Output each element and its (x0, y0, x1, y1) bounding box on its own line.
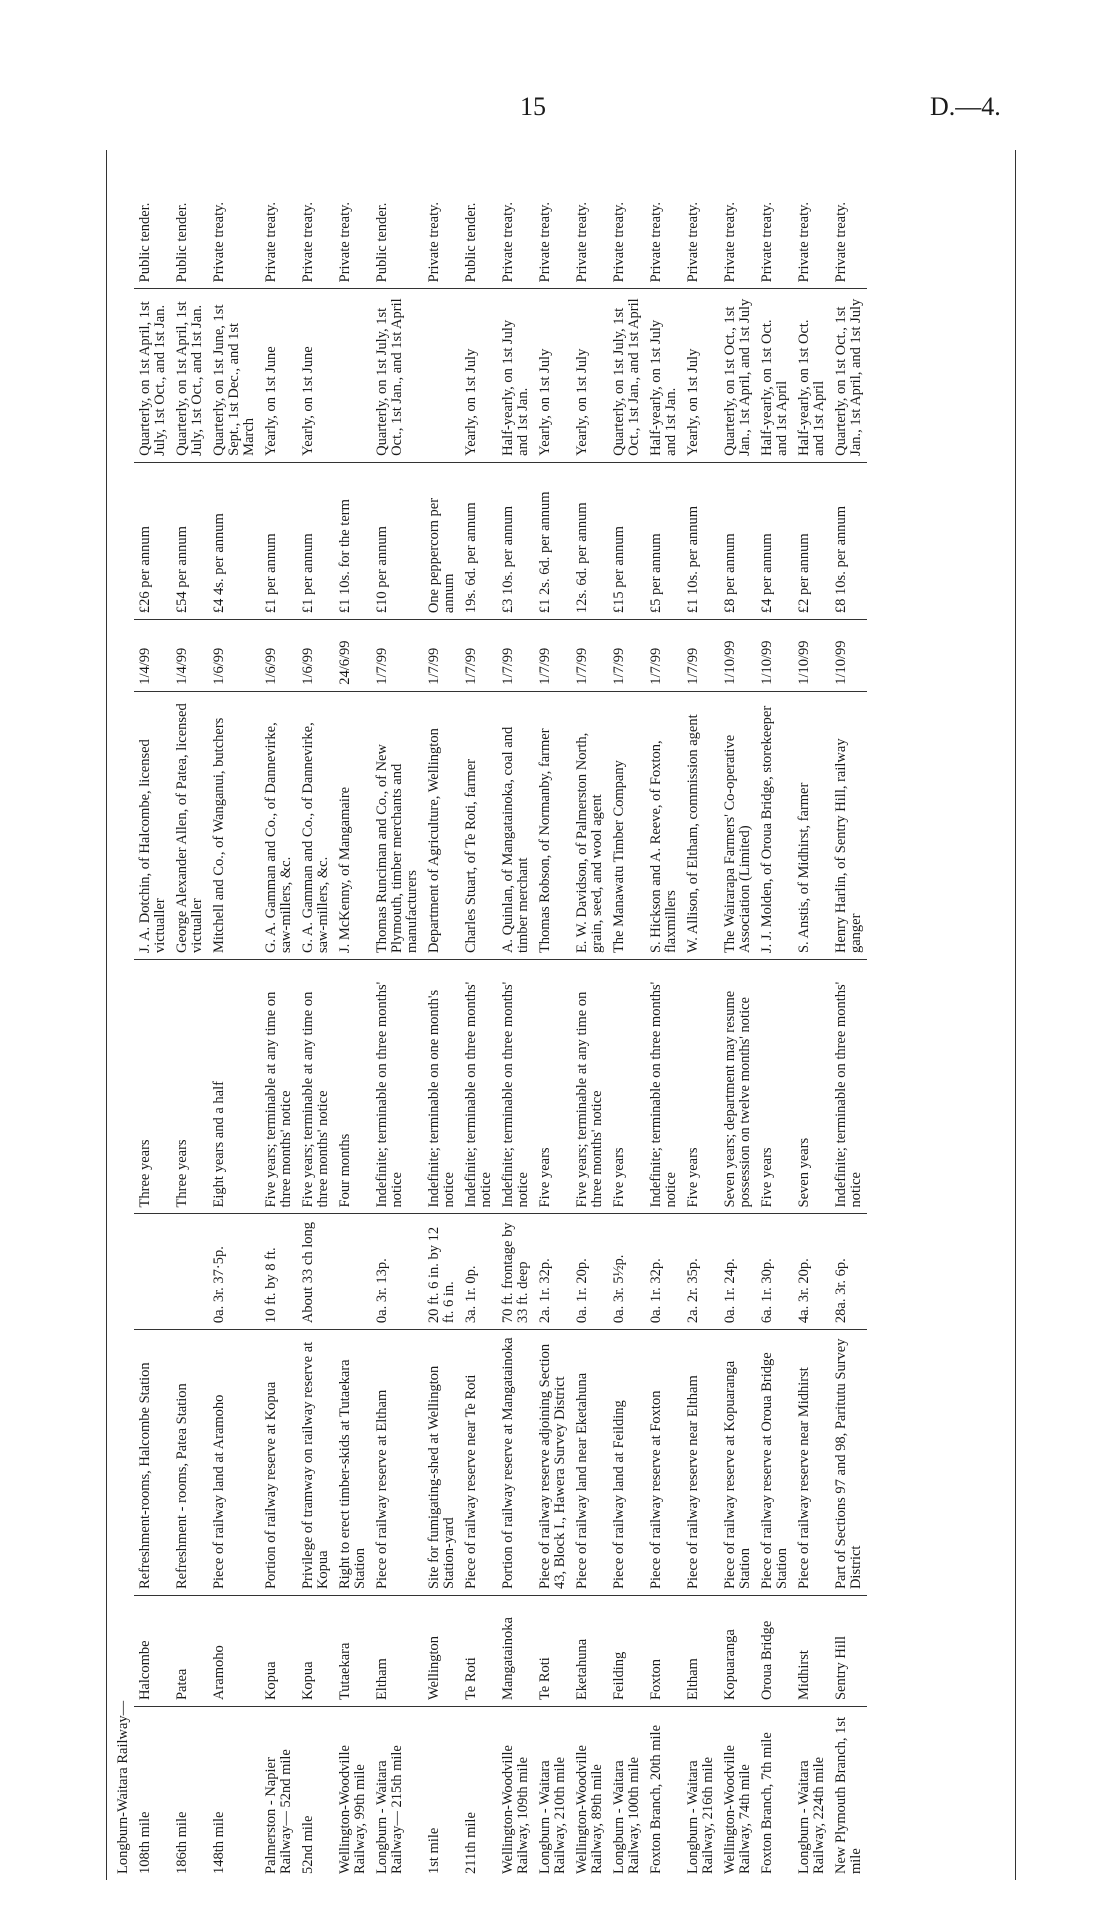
cell-area: 28a. 3r. 6p. (830, 1214, 867, 1330)
cell-date: 1/7/99 (371, 620, 423, 692)
table-top-rule (106, 150, 107, 1880)
cell-payable: Quarterly, on 1st April, 1st July, 1st Oct., and 1st Jan. (171, 289, 208, 462)
cell-area: 20 ft. 6 in. by 12 ft. 6 in. (423, 1214, 460, 1330)
cell-station: Wellington (423, 1596, 460, 1707)
cell-how-let: Private treaty. (426, 201, 442, 283)
cell-location: Wellington-Woodville Railway, 89th mile (571, 1707, 608, 1880)
cell-how-let: Private treaty. (211, 201, 227, 283)
table-row (534, 150, 571, 1880)
cell-date: 1/10/99 (719, 620, 756, 692)
cell-area: 3a. 1r. 0p. (460, 1214, 497, 1330)
cell-area: 0a. 3r. 37·5p. (208, 1214, 260, 1330)
cell-lessee: E. W. Davidson, of Palmerston North, grain, seed, and wool agent (571, 691, 608, 959)
cell-term: Five years (534, 960, 571, 1214)
cell-how-let: Private treaty. (722, 201, 738, 283)
cell-term: Indefinite; terminable on three months' notice (645, 960, 682, 1214)
cell-location: Foxton Branch, 20th mile (645, 1707, 682, 1880)
cell-location: Wellington-Woodville Railway, 74th mile (719, 1707, 756, 1880)
cell-description: Refreshment-rooms, Halcombe Station (134, 1330, 171, 1596)
cell-date: 1/7/99 (423, 620, 460, 692)
table-row (260, 150, 297, 1880)
cell-date: 1/10/99 (793, 620, 830, 692)
table-row (682, 150, 719, 1880)
cell-how-let: Private treaty. (611, 201, 627, 283)
group-row (110, 150, 134, 1880)
cell-area: 0a. 1r. 20p. (571, 1214, 608, 1330)
cell-date: 1/7/99 (460, 620, 497, 692)
cell-location: Longburn - Waitara Railway, 216th mile (682, 1707, 719, 1880)
cell-station: Te Roti (460, 1596, 497, 1707)
group-label: Longburn-Waitara Railway— (115, 1700, 131, 1874)
cell-station: Kopua (260, 1596, 297, 1707)
cell-description: Piece of railway reserve at Foxton (645, 1330, 682, 1596)
table-row (460, 150, 497, 1880)
cell-description: Piece of railway land at Feilding (608, 1330, 645, 1596)
cell-lessee: Henry Harlin, of Sentry Hill, railway ganger (830, 691, 867, 959)
table-row (371, 150, 423, 1880)
cell-how-let: Private treaty. (833, 201, 849, 283)
cell-lessee: George Alexander Allen, of Patea, licensed victualler (171, 691, 208, 959)
cell-description: Piece of railway reserve at Oroua Bridge Station (756, 1330, 793, 1596)
cell-rent: 12s. 6d. per annum (571, 462, 608, 619)
cell-lessee: S. Hickson and A. Reeve, of Foxton, flaxmillers (645, 691, 682, 959)
cell-term: Five years; terminable at any time on three months' notice (260, 960, 297, 1214)
cell-payable: Yearly, on 1st June (297, 289, 334, 462)
table-bottom-rule (1015, 150, 1016, 1880)
cell-payable: Half-yearly, on 1st Oct. and 1st April (756, 289, 793, 462)
cell-lessee: S. Anstis, of Midhirst, farmer (793, 691, 830, 959)
cell-location: Wellington-Woodville Railway, 109th mile (497, 1707, 534, 1880)
cell-station: Sentry Hill (830, 1596, 867, 1707)
cell-rent: One peppercorn per annum (423, 462, 460, 619)
cell-how-let: Public tender. (174, 202, 190, 283)
cell-description: Piece of railway reserve at Eltham (371, 1330, 423, 1596)
page-number: 15 (520, 92, 546, 121)
cell-description: Refreshment - rooms, Patea Station (171, 1330, 208, 1596)
cell-station: Mangatainoka (497, 1596, 534, 1707)
cell-location: 108th mile (134, 1707, 171, 1880)
cell-term: Indefinite; terminable on three months' notice (371, 960, 423, 1214)
cell-date: 1/7/99 (534, 620, 571, 692)
cell-payable: Half-yearly, on 1st July and 1st Jan. (645, 289, 682, 462)
cell-date: 1/6/99 (297, 620, 334, 692)
cell-how-let: Public tender. (374, 202, 390, 283)
cell-how-let: Private treaty. (759, 201, 775, 283)
cell-area: 70 ft. frontage by 33 ft. deep (497, 1214, 534, 1330)
document-reference: D.—4. (930, 92, 1001, 121)
table-row (719, 150, 756, 1880)
cell-lessee: J. McKenny, of Mangamaire (334, 691, 371, 959)
cell-payable: Quarterly, on 1st April, 1st July, 1st Oct., and 1st Jan. (134, 289, 171, 462)
cell-rent: £54 per annum (171, 462, 208, 619)
cell-location: Longburn - Waitara Railway, 100th mile (608, 1707, 645, 1880)
cell-rent: £1 2s. 6d. per annum (534, 462, 571, 619)
cell-description: Piece of railway land at Aramoho (208, 1330, 260, 1596)
table-row (608, 150, 645, 1880)
cell-lessee: A. Quinlan, of Mangatainoka, coal and timber merchant (497, 691, 534, 959)
table-row (830, 150, 867, 1880)
cell-term: Indefinite; terminable on three months' notice (830, 960, 867, 1214)
cell-lessee: J. J. Molden, of Oroua Bridge, storekeeper (756, 691, 793, 959)
cell-station: Oroua Bridge (756, 1596, 793, 1707)
cell-how-let: Private treaty. (300, 201, 316, 283)
cell-lessee: Department of Agriculture, Wellington (423, 691, 460, 959)
cell-area: About 33 ch long (297, 1214, 334, 1330)
cell-lessee: Thomas Runciman and Co., of New Plymouth, timber merchants and manufacturers (371, 691, 423, 959)
cell-term: Five years (756, 960, 793, 1214)
cell-date: 1/10/99 (756, 620, 793, 692)
cell-date: 1/7/99 (571, 620, 608, 692)
cell-how-let: Private treaty. (574, 201, 590, 283)
cell-date: 24/6/99 (334, 620, 371, 692)
table-row (208, 150, 260, 1880)
cell-station: Halcombe (134, 1596, 171, 1707)
cell-payable: Yearly, on 1st July (571, 289, 608, 462)
cell-location: 52nd mile (297, 1707, 334, 1880)
cell-station: Tutaekara (334, 1596, 371, 1707)
cell-payable (423, 289, 460, 462)
cell-location: Foxton Branch, 7th mile (756, 1707, 793, 1880)
cell-rent: £5 per annum (645, 462, 682, 619)
cell-date: 1/6/99 (260, 620, 297, 692)
cell-description: Piece of railway reserve near Eltham (682, 1330, 719, 1596)
cell-date: 1/10/99 (830, 620, 867, 692)
cell-location: Wellington-Woodville Railway, 99th mile (334, 1707, 371, 1880)
cell-payable: Half-yearly, on 1st Oct. and 1st April (793, 289, 830, 462)
cell-area: 2a. 2r. 35p. (682, 1214, 719, 1330)
cell-lessee: J. A. Dotchin, of Halcombe, licensed victualler (134, 691, 171, 959)
cell-description: Privilege of tramway on railway reserve at Kopua (297, 1330, 334, 1596)
cell-payable: Yearly, on 1st July (460, 289, 497, 462)
cell-location: 211th mile (460, 1707, 497, 1880)
cell-term: Seven years (793, 960, 830, 1214)
cell-location: New Plymouth Branch, 1st mile (830, 1707, 867, 1880)
cell-description: Site for fumigating-shed at Wellington Station-yard (423, 1330, 460, 1596)
cell-how-let: Public tender. (463, 202, 479, 283)
cell-location: 1st mile (423, 1707, 460, 1880)
table-row (171, 150, 208, 1880)
cell-lessee: G. A. Gamman and Co., of Dannevirke, saw-millers, &c. (297, 691, 334, 959)
cell-payable: Quarterly, on 1st July, 1st Oct., 1st Jan., and 1st April (608, 289, 645, 462)
cell-station: Eltham (682, 1596, 719, 1707)
cell-lessee: Mitchell and Co., of Wanganui, butchers (208, 691, 260, 959)
cell-rent: £1 10s. for the term (334, 462, 371, 619)
cell-date: 1/7/99 (608, 620, 645, 692)
table-row (756, 150, 793, 1880)
cell-term: Five years; terminable at any time on three months' notice (571, 960, 608, 1214)
cell-how-let: Private treaty. (648, 201, 664, 283)
cell-area (334, 1214, 371, 1330)
cell-rent: £3 10s. per annum (497, 462, 534, 619)
cell-location: 186th mile (171, 1707, 208, 1880)
cell-term: Five years; terminable at any time on three months' notice (297, 960, 334, 1214)
lease-table (110, 150, 867, 1880)
cell-area: 0a. 1r. 32p. (645, 1214, 682, 1330)
page-header (0, 0, 1114, 160)
cell-payable: Yearly, on 1st June (260, 289, 297, 462)
cell-payable: Quarterly, on 1st Oct., 1st Jan., 1st April, and 1st July (830, 289, 867, 462)
cell-how-let: Private treaty. (685, 201, 701, 283)
cell-description: Right to erect timber-skids at Tutaekara Station (334, 1330, 371, 1596)
cell-term: Three years (171, 960, 208, 1214)
cell-station: Aramoho (208, 1596, 260, 1707)
cell-description: Piece of railway reserve at Kopuaranga Station (719, 1330, 756, 1596)
cell-description: Piece of railway reserve near Midhirst (793, 1330, 830, 1596)
cell-payable: Quarterly, on 1st June, 1st Sept., 1st Dec., and 1st March (208, 289, 260, 462)
cell-location: Palmerston - Napier Railway— 52nd mile (260, 1707, 297, 1880)
cell-rent: £4 per annum (756, 462, 793, 619)
table-row (571, 150, 608, 1880)
cell-payable: Yearly, on 1st July (682, 289, 719, 462)
cell-term: Indefinite; terminable on three months' notice (460, 960, 497, 1214)
table-row (793, 150, 830, 1880)
cell-rent: £1 10s. per annum (682, 462, 719, 619)
cell-station: Eltham (371, 1596, 423, 1707)
cell-lessee: The Manawatu Timber Company (608, 691, 645, 959)
cell-station: Eketahuna (571, 1596, 608, 1707)
cell-term: Indefinite; terminable on one month's notice (423, 960, 460, 1214)
cell-location: Longburn - Waitara Railway— 215th mile (371, 1707, 423, 1880)
cell-payable: Quarterly, on 1st Oct., 1st Jan., 1st April, and 1st July (719, 289, 756, 462)
cell-how-let: Private treaty. (500, 201, 516, 283)
cell-how-let: Private treaty. (537, 201, 553, 283)
cell-rent: 19s. 6d. per annum (460, 462, 497, 619)
cell-location: 148th mile (208, 1707, 260, 1880)
cell-station: Kopua (297, 1596, 334, 1707)
cell-payable: Quarterly, on 1st July, 1st Oct., 1st Jan., and 1st April (371, 289, 423, 462)
cell-rent: £15 per annum (608, 462, 645, 619)
cell-how-let: Private treaty. (796, 201, 812, 283)
cell-date: 1/6/99 (208, 620, 260, 692)
cell-area (134, 1214, 171, 1330)
cell-description: Piece of railway land near Eketahuna (571, 1330, 608, 1596)
cell-area (171, 1214, 208, 1330)
cell-date: 1/4/99 (134, 620, 171, 692)
cell-date: 1/4/99 (171, 620, 208, 692)
cell-description: Portion of railway reserve at Kopua (260, 1330, 297, 1596)
cell-how-let: Private treaty. (337, 201, 353, 283)
cell-description: Portion of railway reserve at Mangatainoka (497, 1330, 534, 1596)
cell-rent: £2 per annum (793, 462, 830, 619)
cell-description: Piece of railway reserve near Te Roti (460, 1330, 497, 1596)
cell-area: 2a. 1r. 32p. (534, 1214, 571, 1330)
cell-payable: Yearly, on 1st July (534, 289, 571, 462)
cell-term: Indefinite; terminable on three months' notice (497, 960, 534, 1214)
cell-description: Piece of railway reserve adjoining Section 43, Block I., Hawera Survey District (534, 1330, 571, 1596)
cell-lessee: The Wairarapa Farmers' Co-operative Association (Limited) (719, 691, 756, 959)
cell-payable: Half-yearly, on 1st July and 1st Jan. (497, 289, 534, 462)
cell-how-let: Private treaty. (263, 201, 279, 283)
cell-station: Feilding (608, 1596, 645, 1707)
cell-station: Midhirst (793, 1596, 830, 1707)
cell-term: Four months (334, 960, 371, 1214)
cell-rent: £8 10s. per annum (830, 462, 867, 619)
cell-rent: £8 per annum (719, 462, 756, 619)
cell-area: 0a. 1r. 24p. (719, 1214, 756, 1330)
rotated-lease-table (110, 150, 1010, 1880)
cell-rent: £10 per annum (371, 462, 423, 619)
cell-area: 0a. 3r. 13p. (371, 1214, 423, 1330)
cell-rent: £1 per annum (297, 462, 334, 619)
cell-lessee: Charles Stuart, of Te Roti, farmer (460, 691, 497, 959)
cell-area: 0a. 3r. 5½p. (608, 1214, 645, 1330)
cell-rent: £1 per annum (260, 462, 297, 619)
cell-area: 10 ft. by 8 ft. (260, 1214, 297, 1330)
table-row (134, 150, 171, 1880)
cell-station: Foxton (645, 1596, 682, 1707)
cell-how-let: Public tender. (137, 202, 153, 283)
cell-rent: £26 per annum (134, 462, 171, 619)
cell-date: 1/7/99 (682, 620, 719, 692)
cell-date: 1/7/99 (497, 620, 534, 692)
cell-term: Seven years; department may resume possession on twelve months' notice (719, 960, 756, 1214)
cell-lessee: W. Allison, of Eltham, commission agent (682, 691, 719, 959)
cell-station: Kopuaranga (719, 1596, 756, 1707)
cell-term: Five years (682, 960, 719, 1214)
table-row (334, 150, 371, 1880)
cell-term: Three years (134, 960, 171, 1214)
cell-term: Five years (608, 960, 645, 1214)
cell-area: 4a. 3r. 20p. (793, 1214, 830, 1330)
cell-description: Part of Sections 97 and 98, Paritutu Survey District (830, 1330, 867, 1596)
cell-lessee: G. A. Gamman and Co., of Dannevirke, saw-millers, &c. (260, 691, 297, 959)
cell-station: Te Roti (534, 1596, 571, 1707)
cell-lessee: Thomas Robson, of Normanby, farmer (534, 691, 571, 959)
table-row (645, 150, 682, 1880)
lease-table-body (110, 150, 867, 1880)
cell-location: Longburn - Waitara Railway, 224th mile (793, 1707, 830, 1880)
cell-area: 6a. 1r. 30p. (756, 1214, 793, 1330)
table-row (497, 150, 534, 1880)
cell-location: Longburn - Waitara Railway, 210th mile (534, 1707, 571, 1880)
cell-term: Eight years and a half (208, 960, 260, 1214)
cell-rent: £4 4s. per annum (208, 462, 260, 619)
table-row (423, 150, 460, 1880)
cell-payable (334, 289, 371, 462)
table-row (297, 150, 334, 1880)
cell-station: Patea (171, 1596, 208, 1707)
cell-date: 1/7/99 (645, 620, 682, 692)
